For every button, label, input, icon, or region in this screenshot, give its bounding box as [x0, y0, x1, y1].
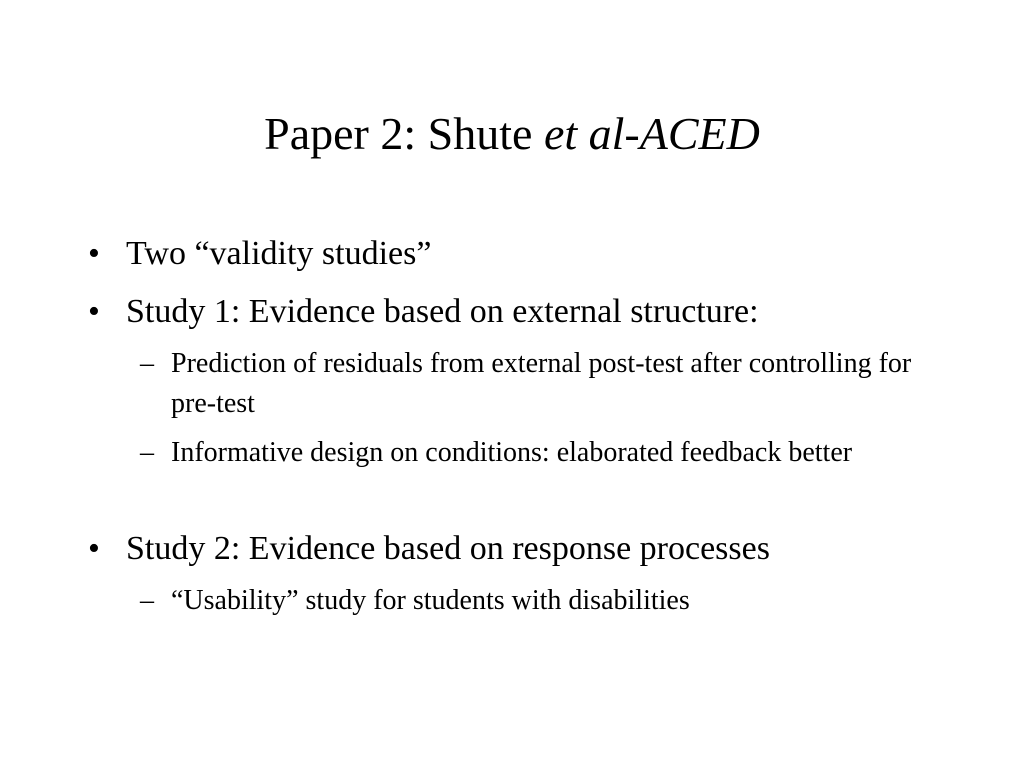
slide-title-roman: Paper 2: Shute: [264, 108, 544, 159]
bullet-text: Two “validity studies”: [126, 235, 432, 272]
sub-text: “Usability” study for students with disabilities: [171, 585, 690, 616]
slide-title-italic: et al-ACED: [543, 108, 760, 159]
sub-marker: –: [140, 348, 154, 379]
sub-text: Prediction of residuals from external post-test after controlling for pre-test: [171, 348, 912, 419]
slide-title: [0, 104, 1024, 164]
bullet-marker: •: [88, 530, 100, 567]
bullet-text: Study 2: Evidence based on response processes: [126, 530, 770, 567]
sub-text: Informative design on conditions: elaborated feedback better: [171, 437, 853, 468]
bullet-text: Study 1: Evidence based on external structure:: [126, 293, 759, 330]
sub-marker: –: [140, 437, 154, 468]
bullet-marker: •: [88, 293, 100, 330]
sub-marker: –: [140, 585, 154, 616]
bullet-marker: •: [88, 235, 100, 272]
